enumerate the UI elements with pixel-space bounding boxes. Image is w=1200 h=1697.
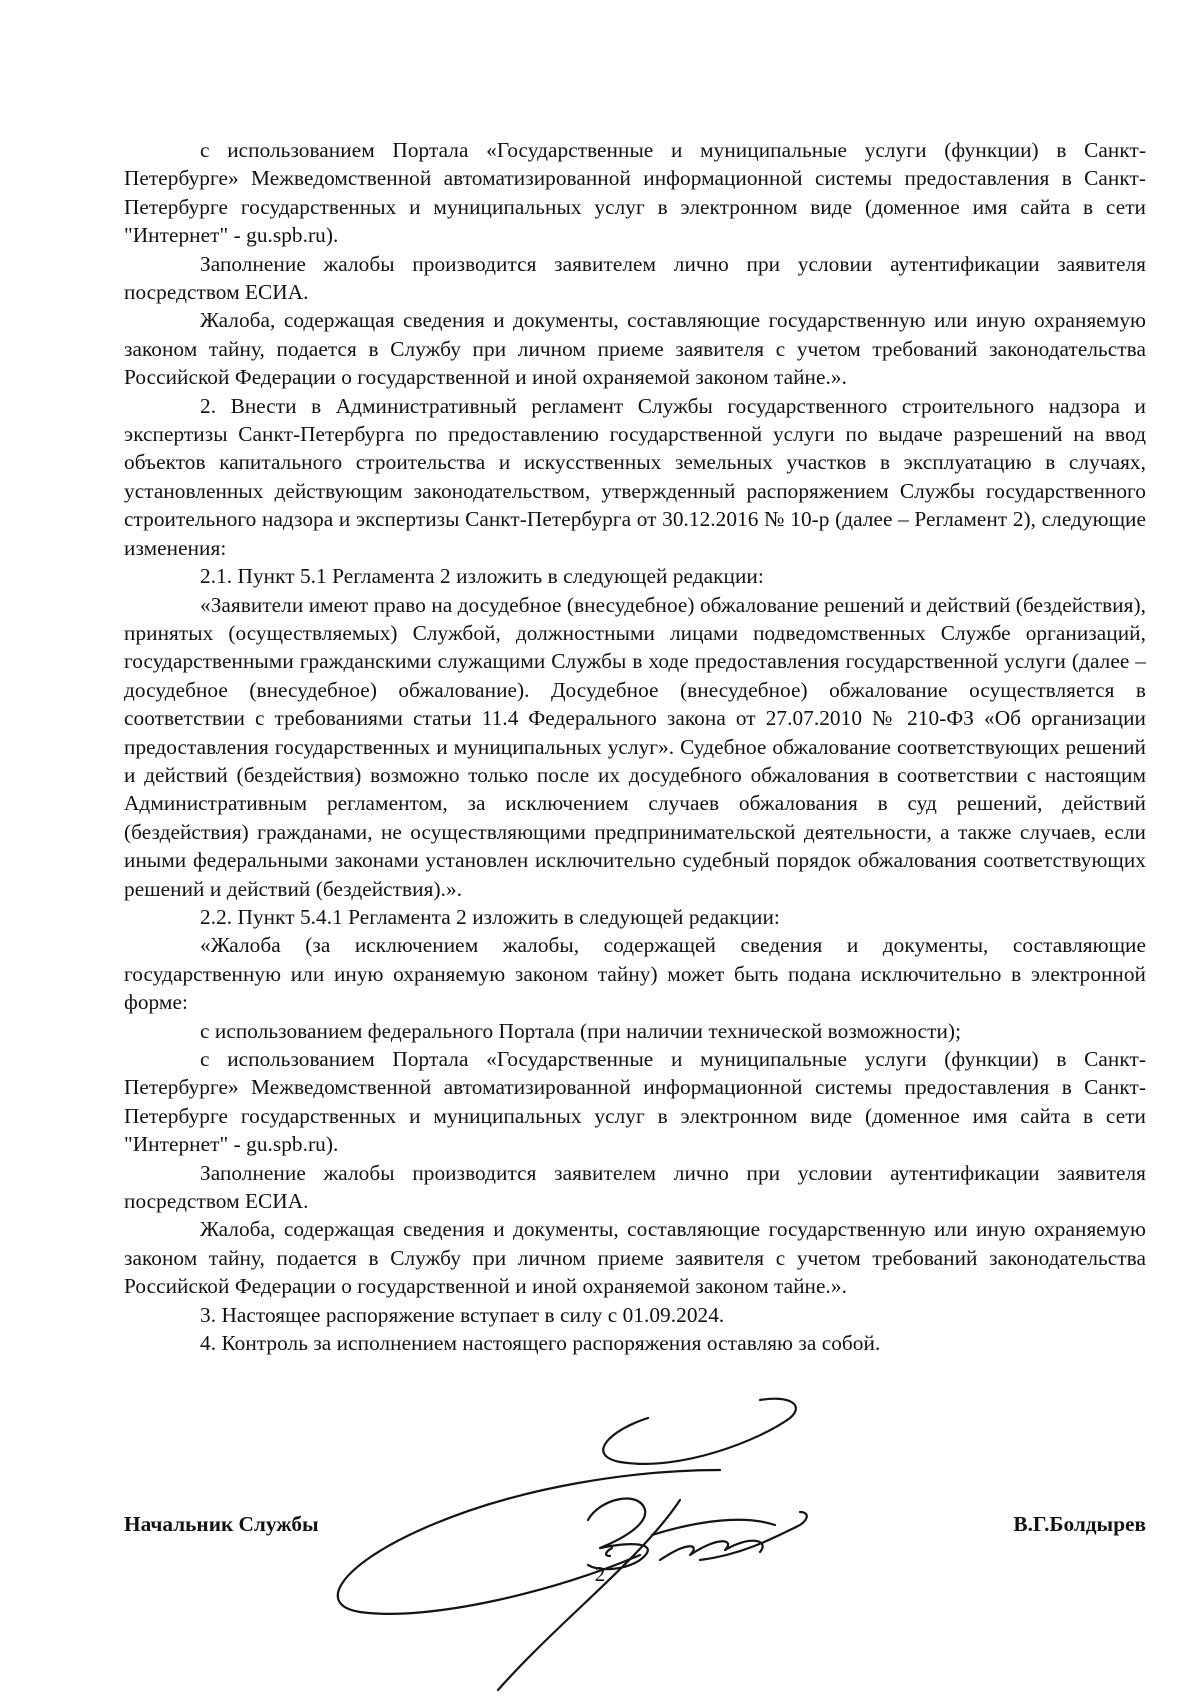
paragraph-complaint-secret-2: Жалоба, содержащая сведения и документы, составляющие государственную или иную охраняемую законом тайну, подается в Службу при личном приеме заявителя с учетом требований законодательства Российской Федерации о государственной и иной охраняемой законом тайне.». bbox=[124, 1217, 1146, 1299]
paragraph-complaint-filling-2: Заполнение жалобы производится заявителем лично при условии аутентификации заявителя посредством ЕСИА. bbox=[124, 1160, 1146, 1214]
paragraph-regional-portal: с использованием Портала «Государственные и муниципальные услуги (функции) в Санкт-Петербурге» Межведомственной автоматизированной информационной системы предоставления в Санкт-Петербурге государственных и муниципальных услуг в электронном виде (доменное имя сайта в сети "Интернет" - gu.spb.ru). bbox=[124, 1047, 1146, 1157]
paragraph-item-3: 3. Настоящее распоряжение вступает в силу с 01.09.2024. bbox=[200, 1302, 725, 1327]
paragraph-federal-portal: с использованием федерального Портала (при наличии технической возможности); bbox=[200, 1018, 962, 1043]
paragraph-portal-usage: с использованием Портала «Государственные и муниципальные услуги (функции) в Санкт-Петербурге» Межведомственной автоматизированной информационной системы предоставления в Санкт-Петербурге государственных и муниципальных услуг в электронном виде (доменное имя сайта в сети "Интернет" - gu.spb.ru). bbox=[124, 138, 1146, 248]
page-number: 2 bbox=[594, 1562, 606, 1586]
paragraph-item-2: 2. Внести в Административный регламент Службы государственного строительного надзора и экспертизы Санкт-Петербурга по предоставлению государственной услуги по выдаче разрешений на ввод объектов капитального строительства и искусственных земельных участков в эксплуатацию в случаях, установленных действующим законодательством, утвержденный распоряжением Службы государственного строительного надзора и экспертизы Санкт-Петербурга от 30.12.2016 № 10-р (далее – Регламент 2), следующие изменения: bbox=[124, 393, 1146, 560]
signatory-name: В.Г.Болдырев bbox=[1013, 1512, 1146, 1536]
document-body bbox=[124, 136, 1146, 1357]
paragraph-complaint-filling: Заполнение жалобы производится заявителем лично при условии аутентификации заявителя посредством ЕСИА. bbox=[124, 251, 1146, 305]
paragraph-appeal-rights: «Заявители имеют право на досудебное (внесудебное) обжалование решений и действий (бездействия), принятых (осуществляемых) Службой, должностными лицами подведомственных Службе организаций, государственными гражданскими служащими Службы в ходе предоставления государственной услуги (далее – досудебное (внесудебное) обжалование). Досудебное (внесудебное) обжалование осуществляется в соответствии с требованиями статьи 11.4 Федерального закона от 27.07.2010 № 210-ФЗ «Об организации предоставления государственных и муниципальных услуг». Судебное обжалование соответствующих решений и действий (бездействия) возможно только после их досудебного обжалования в соответствии с настоящим Административным регламентом, за исключением случаев обжалования в суд решений, действий (бездействия) гражданами, не осуществляющими предпринимательской деятельности, а также случаев, если иными федеральными законами установлен исключительно судебный порядок обжалования соответствующих решений и действий (бездействия).». bbox=[124, 592, 1146, 901]
signature-block bbox=[124, 1512, 1146, 1546]
signatory-title: Начальник Службы bbox=[124, 1512, 319, 1536]
paragraph-item-4: 4. Контроль за исполнением настоящего распоряжения оставляю за собой. bbox=[200, 1331, 881, 1356]
paragraph-item-2-1: 2.1. Пункт 5.1 Регламента 2 изложить в следующей редакции: bbox=[200, 564, 764, 589]
paragraph-item-2-2: 2.2. Пункт 5.4.1 Регламента 2 изложить в следующей редакции: bbox=[200, 904, 780, 929]
paragraph-complaint-electronic: «Жалоба (за исключением жалобы, содержащей сведения и документы, составляющие государственную или иную охраняемую законом тайну) может быть подана исключительно в электронной форме: bbox=[124, 933, 1146, 1015]
paragraph-complaint-secret: Жалоба, содержащая сведения и документы, составляющие государственную или иную охраняемую законом тайну, подается в Службу при личном приеме заявителя с учетом требований законодательства Российской Федерации о государственной и иной охраняемой законом тайне.». bbox=[124, 308, 1146, 390]
